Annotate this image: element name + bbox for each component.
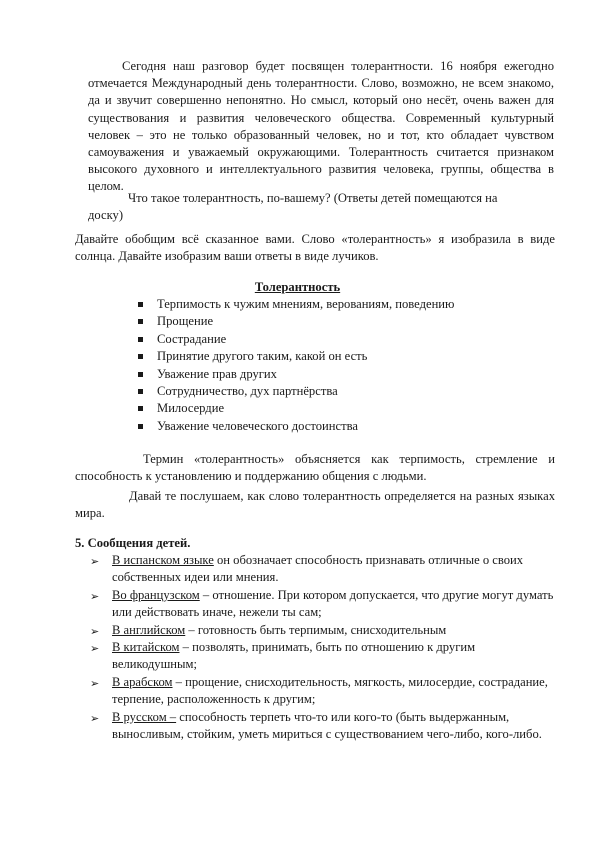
list-item-label: Сострадание xyxy=(157,331,227,346)
square-bullet-icon xyxy=(138,406,143,411)
intro-paragraph xyxy=(88,58,554,196)
list-item-label: Принятие другого таким, какой он есть xyxy=(157,349,368,364)
list-item xyxy=(135,418,454,435)
term-paragraph xyxy=(75,451,555,486)
language-definition: – готовность быть терпимым, снисходительным xyxy=(185,622,447,637)
language-definition: – прощение, снисходительность, мягкость, милосердие, сострадание, терпение, расположенность к другим; xyxy=(112,674,548,707)
list-item xyxy=(135,400,454,417)
list-item xyxy=(135,366,454,383)
list-item-label: Терпимость к чужим мнениям, верованиям, поведению xyxy=(157,297,455,311)
question-line-1: Что такое толерантность, по-вашему? (Ответы детей помещаются на xyxy=(128,191,498,205)
list-item-label: Сотрудничество, дух партнёрства xyxy=(157,384,338,399)
arrow-bullet-icon: ➢ xyxy=(90,676,100,690)
language-name: Во французском xyxy=(112,587,200,602)
square-bullet-icon xyxy=(138,354,143,359)
arrow-bullet-icon: ➢ xyxy=(90,642,100,656)
list-item xyxy=(135,383,454,400)
language-definition: способность терпеть что-то или кого-то (быть выдержанным, выносливым, стойким, уметь мириться с существованием чего-либо, кого-либо. xyxy=(112,709,542,742)
language-name: В китайском xyxy=(112,640,180,655)
arrow-bullet-icon: ➢ xyxy=(90,589,100,603)
square-bullet-icon xyxy=(138,319,143,324)
language-name: В русском – xyxy=(112,709,177,724)
list-item xyxy=(90,709,556,744)
summary-paragraph: Давайте обобщим всё сказанное вами. Слово «толерантность» я изобразила в виде солнца. Давайте изобразим ваши ответы в виде лучиков. xyxy=(75,232,555,263)
arrow-bullet-icon: ➢ xyxy=(90,711,100,725)
messages-list xyxy=(90,552,556,743)
list-item-label: Уважение человеческого достоинства xyxy=(157,418,358,433)
list-item-label: Милосердие xyxy=(157,401,225,416)
square-bullet-icon xyxy=(138,389,143,394)
question-continuation xyxy=(88,207,554,224)
language-definition: – отношение. При котором допускается, что другие могут думать или действовать иначе, нежели ты сам; xyxy=(112,587,554,620)
list-item xyxy=(90,587,556,622)
section-heading: 5. Сообщения детей. xyxy=(75,536,191,550)
list-item-label: Прощение xyxy=(157,314,214,329)
listen-paragraph xyxy=(75,488,555,523)
intro-text: Сегодня наш разговор будет посвящен толерантности. 16 ноября ежегодно отмечается Международный день толерантности. Слово, возможно, не всем знакомо, да и звучит совершенно непонятно. Но смысл, который оно несёт, очень важен для существования и развития человеческого общества. Современный культурный человек – это не только образованный человек, но и тот, кто обладает чувством самоуважения и уважаемый окружающими. Толерантность считается признаком высокого духовного и интеллектуального развития человека, группы, общества в целом. xyxy=(88,59,554,194)
list-item xyxy=(135,348,454,365)
list-item xyxy=(90,674,556,709)
list-item xyxy=(90,622,556,639)
tolerance-list xyxy=(135,296,454,435)
square-bullet-icon xyxy=(138,337,143,342)
question-line-2: доску) xyxy=(88,208,124,222)
list-item xyxy=(90,552,556,587)
list-item xyxy=(135,313,454,330)
tolerance-heading: Толерантность xyxy=(254,280,341,294)
listen-text: Давай те послушаем, как слово толерантность определяется на разных языках мира. xyxy=(75,489,555,521)
term-text: Термин «толерантность» объясняется как терпимость, стремление и способность к установлению и поддержанию общения с людьми. xyxy=(75,452,555,484)
square-bullet-icon xyxy=(138,302,143,307)
language-name: В арабском xyxy=(112,674,173,689)
language-name: В испанском языке xyxy=(112,553,214,567)
language-definition: он обозначает способность признавать отличные о своих собственных идеи или мнения. xyxy=(112,553,524,585)
list-item-label: Уважение прав других xyxy=(157,366,277,381)
arrow-bullet-icon: ➢ xyxy=(90,555,100,568)
list-item xyxy=(135,296,454,313)
language-name: В английском xyxy=(112,622,186,637)
square-bullet-icon xyxy=(138,424,143,429)
square-bullet-icon xyxy=(138,372,143,377)
language-definition: – позволять, принимать, быть по отношению к другим великодушным; xyxy=(112,640,476,672)
list-item xyxy=(90,639,556,674)
list-item xyxy=(135,331,454,348)
question-paragraph xyxy=(88,190,554,207)
arrow-bullet-icon: ➢ xyxy=(90,624,100,638)
